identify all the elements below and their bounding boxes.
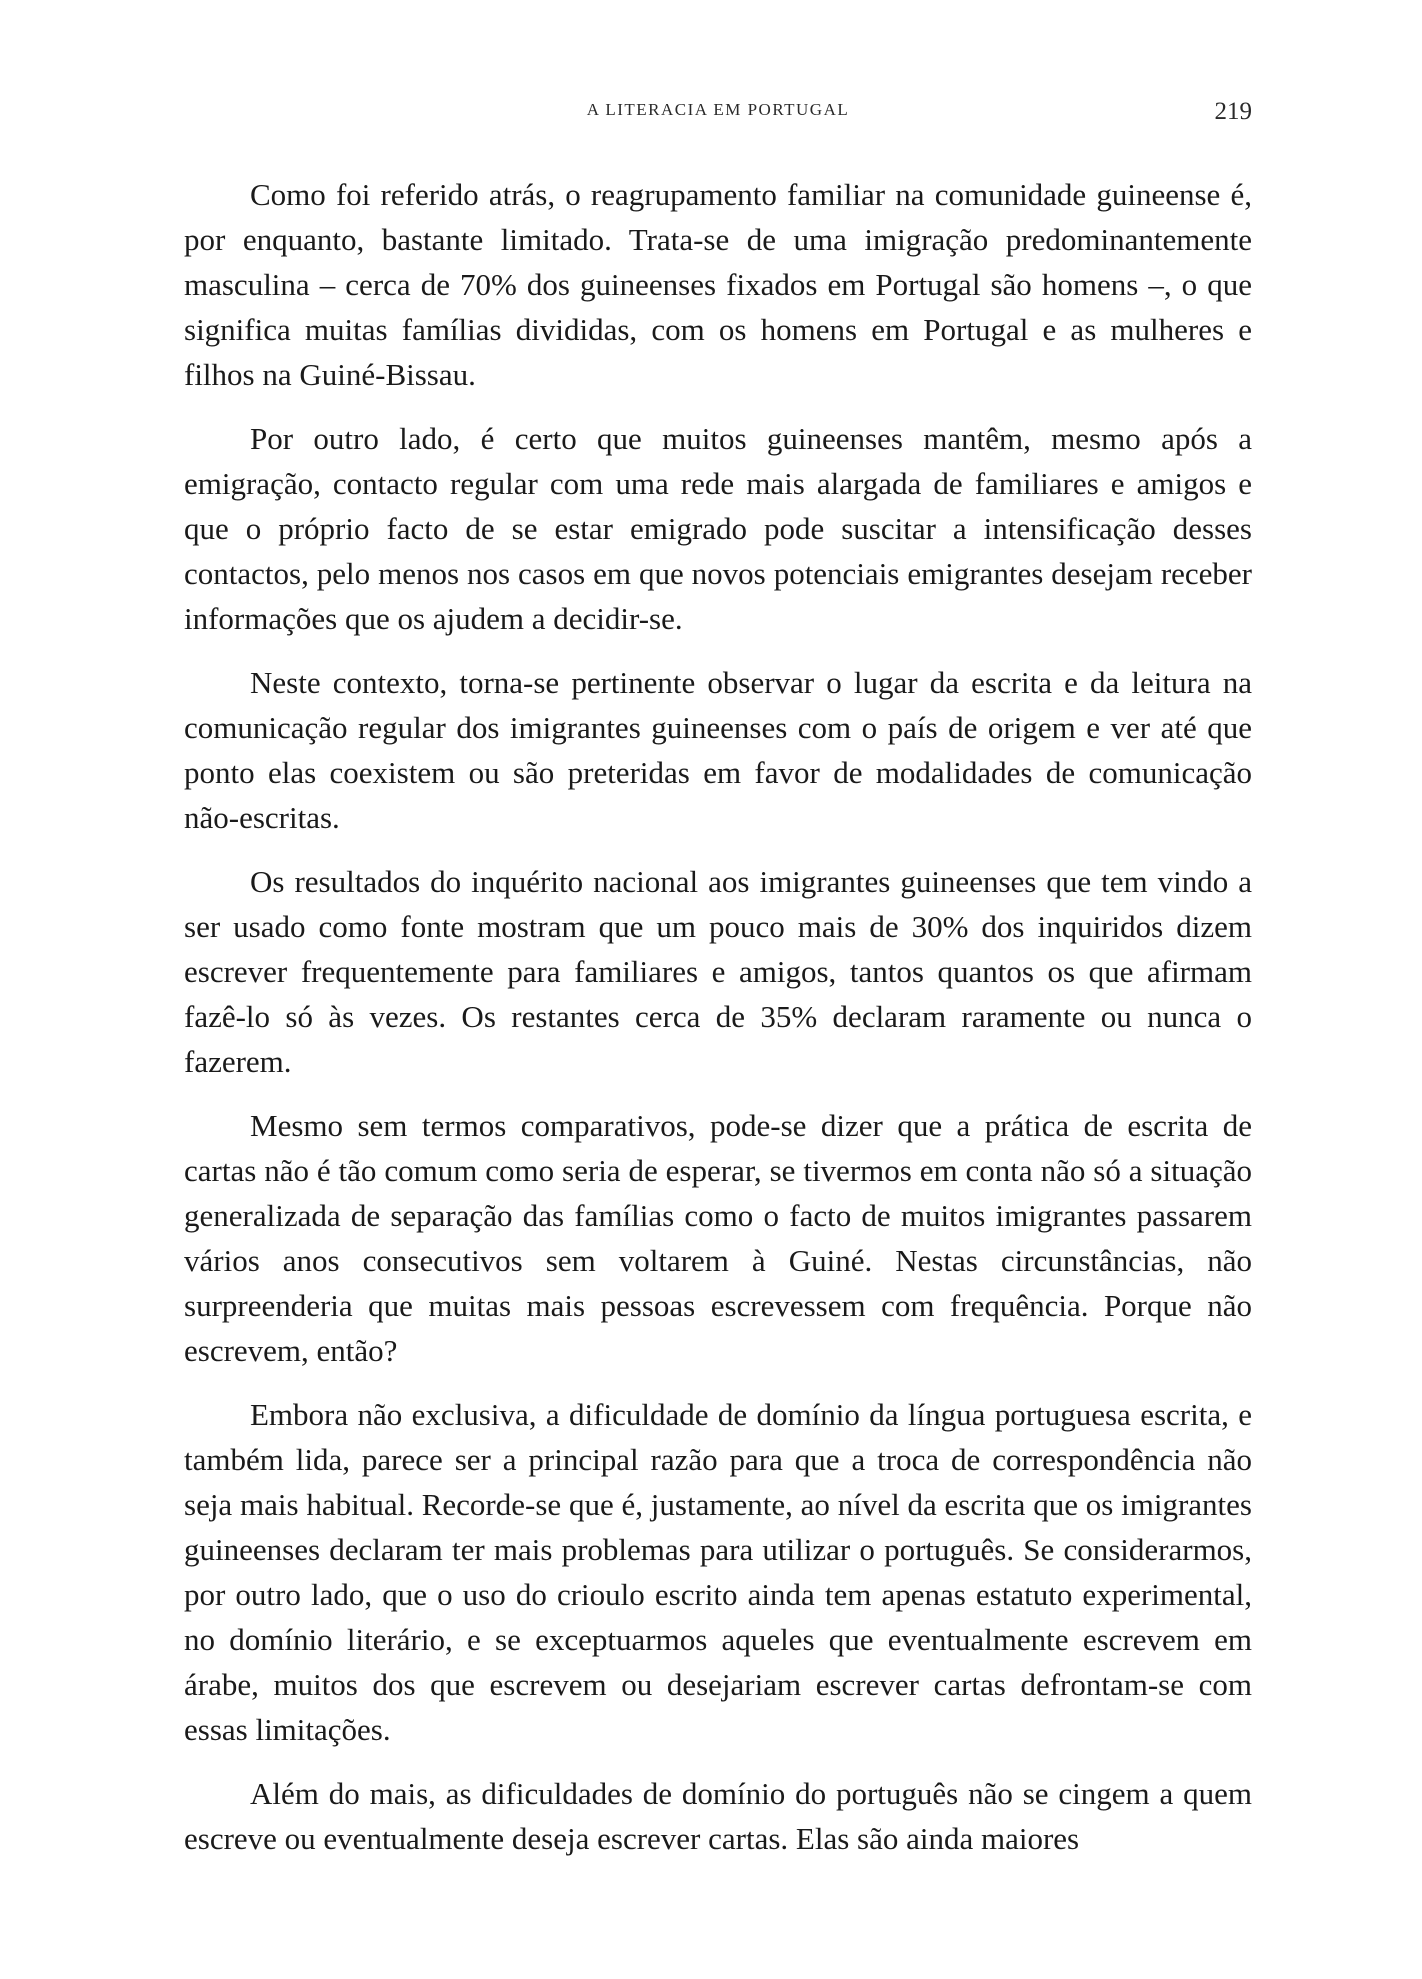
paragraph-2: Por outro lado, é certo que muitos guineenses mantêm, mesmo após a emigração, contacto regular com uma rede mais alargada de familiares e amigos e que o próprio facto de se estar emigrado pode suscitar a intensificação desses contactos, pelo menos nos casos em que novos potenciais emigrantes desejam receber informações que os ajudem a decidir-se.	[184, 421, 1252, 636]
body-text	[184, 172, 1252, 1880]
paragraph-4: Os resultados do inquérito nacional aos imigrantes guineenses que tem vindo a ser usado como fonte mostram que um pouco mais de 30% dos inquiridos dizem escrever frequentemente para familiares e amigos, tantos quantos os que afirmam fazê-lo só às vezes. Os restantes cerca de 35% declaram raramente ou nunca o fazerem.	[184, 864, 1252, 1079]
paragraph-1: Como foi referido atrás, o reagrupamento familiar na comunidade guineense é, por enquanto, bastante limitado. Trata-se de uma imigração predominantemente masculina – cerca de 70% dos guineenses fixados em Portugal são homens –, o que significa muitas famílias divididas, com os homens em Portugal e as mulheres e filhos na Guiné-Bissau.	[184, 177, 1252, 392]
paragraph-5: Mesmo sem termos comparativos, pode-se dizer que a prática de escrita de cartas não é tão comum como seria de esperar, se tivermos em conta não só a situação generalizada de separação das famílias como o facto de muitos imigrantes passarem vários anos consecutivos sem voltarem à Guiné. Nestas circunstâncias, não surpreenderia que muitas mais pessoas escrevessem com frequência. Porque não escrevem, então?	[184, 1108, 1252, 1368]
page-number: 219	[1214, 98, 1252, 125]
paragraph-6: Embora não exclusiva, a dificuldade de domínio da língua portuguesa escrita, e também lida, parece ser a principal razão para que a troca de correspondência não seja mais habitual. Recorde-se que é, justamente, ao nível da escrita que os imigrantes guineenses declaram ter mais problemas para utilizar o português. Se considerarmos, por outro lado, que o uso do crioulo escrito ainda tem apenas estatuto experimental, no domínio literário, e se exceptuarmos aqueles que eventualmente escrevem em árabe, muitos dos que escrevem ou desejariam escrever cartas defrontam-se com essas limitações.	[184, 1397, 1252, 1747]
running-title: A LITERACIA EM PORTUGAL	[586, 100, 850, 119]
paragraph-7: Além do mais, as dificuldades de domínio do português não se cingem a quem escreve ou eventualmente deseja escrever cartas. Elas são ainda maiores	[184, 1776, 1252, 1856]
running-header	[184, 98, 1252, 128]
paragraph-3: Neste contexto, torna-se pertinente observar o lugar da escrita e da leitura na comunicação regular dos imigrantes guineenses com o país de origem e ver até que ponto elas coexistem ou são preteridas em favor de modalidades de comunicação não-escritas.	[184, 665, 1252, 835]
